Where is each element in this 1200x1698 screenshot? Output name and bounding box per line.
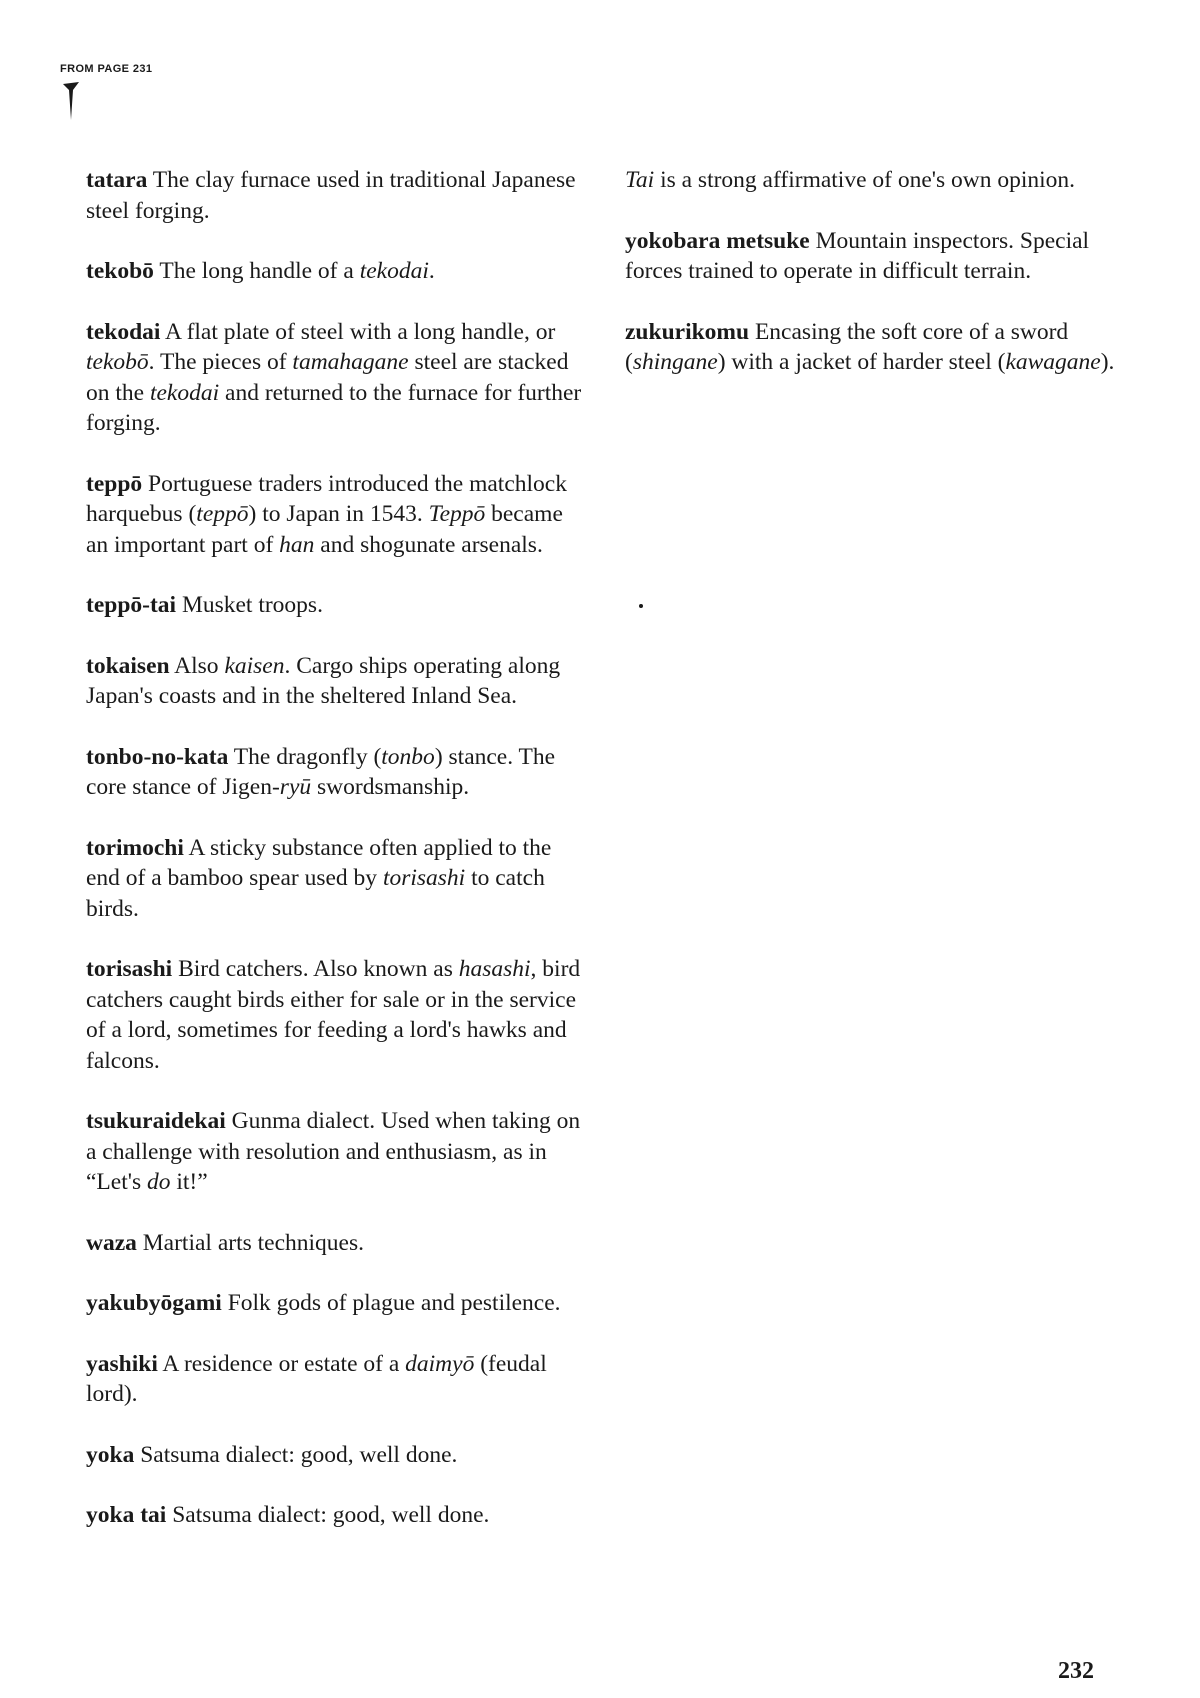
glossary-term: yoka tai — [86, 1502, 167, 1528]
italic-term: tekodai — [359, 258, 429, 284]
italic-term: kawagane — [1005, 349, 1101, 375]
glossary-term: teppō — [86, 470, 143, 497]
italic-term: tekobō — [86, 349, 149, 375]
glossary-entry — [86, 165, 586, 226]
definition-text: . — [428, 258, 435, 284]
glossary-entry — [86, 651, 586, 712]
glossary-term: torisashi — [86, 956, 173, 982]
glossary-term: tatara — [86, 167, 148, 193]
page-number: 232 — [1058, 1658, 1094, 1684]
italic-term: Teppō — [428, 501, 486, 527]
glossary-term: yoka — [86, 1441, 135, 1468]
definition-text: to catch birds. — [86, 865, 545, 922]
italic-term: hasashi — [458, 956, 531, 982]
glossary-term: yashiki — [86, 1350, 158, 1377]
definition-text: steel are stacked on the — [86, 349, 569, 406]
glossary-left-column — [86, 165, 586, 1561]
definition-text: A flat plate of steel with a long handle, or — [160, 318, 556, 345]
glossary-term: tekobō — [86, 258, 154, 284]
definition-text: ). — [1100, 349, 1115, 375]
glossary-entry — [86, 590, 586, 621]
running-head: FROM PAGE 231 — [60, 63, 153, 75]
definition-text: ) to Japan in 1543. — [248, 501, 429, 527]
glossary-entry — [86, 1349, 586, 1410]
italic-term: tamahagane — [292, 349, 409, 375]
definition-text: A residence or estate of a — [157, 1350, 406, 1377]
glossary-entry — [625, 165, 1115, 196]
definition-text: Encasing the soft core of a sword ( — [625, 318, 1069, 375]
glossary-term: teppō-tai — [86, 592, 177, 618]
definition-text: Portuguese traders introduced the matchlock harquebus ( — [86, 470, 567, 527]
italic-term: Tai — [625, 167, 655, 193]
glossary-term: zukurikomu — [625, 318, 750, 345]
italic-term: kaisen — [224, 652, 285, 679]
definition-text: is a strong affirmative of one's own opinion. — [654, 167, 1076, 193]
definition-text: Musket troops. — [176, 592, 323, 618]
definition-text: A sticky substance often applied to the end of a bamboo spear used by — [86, 834, 552, 891]
glossary-entry — [86, 1228, 586, 1259]
definition-text: and returned to the furnace for further forging. — [86, 379, 582, 436]
definition-text: Bird catchers. Also known as — [172, 956, 459, 982]
definition-text: ) with a jacket of harder steel ( — [717, 349, 1006, 375]
definition-text: ) stance. The core stance of Jigen- — [86, 743, 556, 800]
definition-text: and shogunate arsenals. — [314, 531, 543, 558]
definition-text: Gunma dialect. Used when taking on a challenge with resolution and enthusiasm, as in “Let's — [86, 1108, 581, 1195]
italic-term: tonbo — [381, 743, 435, 770]
glossary-entry — [86, 1500, 586, 1531]
definition-text: became an important part of — [86, 501, 563, 558]
glossary-entry — [86, 833, 586, 925]
definition-text: it!” — [170, 1169, 208, 1195]
glossary-term: tokaisen — [86, 652, 170, 679]
definition-text: The long handle of a — [153, 258, 360, 284]
definition-text: . Cargo ships operating along Japan's coasts and in the sheltered Inland Sea. — [86, 652, 561, 709]
glossary-term: waza — [86, 1229, 137, 1256]
glossary-term: torimochi — [86, 834, 184, 861]
glossary-term: yakubyōgami — [86, 1290, 222, 1316]
glossary-entry — [86, 954, 586, 1076]
glossary-entry — [86, 1106, 586, 1198]
definition-text: Folk gods of plague and pestilence. — [221, 1290, 561, 1316]
italic-term: tekodai — [149, 379, 220, 406]
definition-text: Martial arts techniques. — [136, 1229, 365, 1256]
glossary-term: tonbo-no-kata — [86, 743, 229, 770]
glossary-entry — [86, 317, 586, 439]
definition-text: The dragonfly ( — [228, 743, 382, 770]
definition-text: The clay furnace used in traditional Japanese steel forging. — [86, 167, 576, 224]
glossary-entry — [86, 742, 586, 803]
glossary-term: tsukuraidekai — [86, 1108, 226, 1134]
definition-text: Also — [169, 652, 225, 679]
running-head-mark-icon — [62, 82, 80, 120]
stray-mark — [639, 604, 643, 608]
glossary-entry — [86, 469, 586, 561]
italic-term: do — [147, 1169, 171, 1195]
definition-text: , bird catchers caught birds either for sale or in the service of a lord, sometimes for feeding a lord's hawks and falcons. — [86, 956, 581, 1074]
glossary-entry — [86, 256, 586, 287]
glossary-term: tekodai — [86, 318, 161, 345]
italic-term: han — [279, 531, 315, 558]
glossary-right-column — [625, 165, 1115, 408]
definition-text: swordsmanship. — [311, 774, 470, 800]
italic-term: shingane — [632, 349, 718, 375]
glossary-entry — [86, 1288, 586, 1319]
definition-text: (feudal lord). — [86, 1350, 547, 1407]
italic-term: daimyō — [405, 1350, 475, 1377]
italic-term: teppō — [196, 501, 249, 527]
definition-text: Satsuma dialect: good, well done. — [166, 1502, 490, 1528]
glossary-entry — [625, 226, 1115, 287]
glossary-entry — [625, 317, 1115, 378]
definition-text: . The pieces of — [148, 349, 293, 375]
italic-term: torisashi — [382, 865, 466, 891]
definition-text: Mountain inspectors. Special forces trained to operate in difficult terrain. — [625, 227, 1090, 284]
italic-term: ryū — [279, 774, 312, 800]
glossary-entry — [86, 1440, 586, 1471]
glossary-term: yokobara metsuke — [625, 227, 810, 254]
definition-text: Satsuma dialect: good, well done. — [134, 1441, 458, 1468]
